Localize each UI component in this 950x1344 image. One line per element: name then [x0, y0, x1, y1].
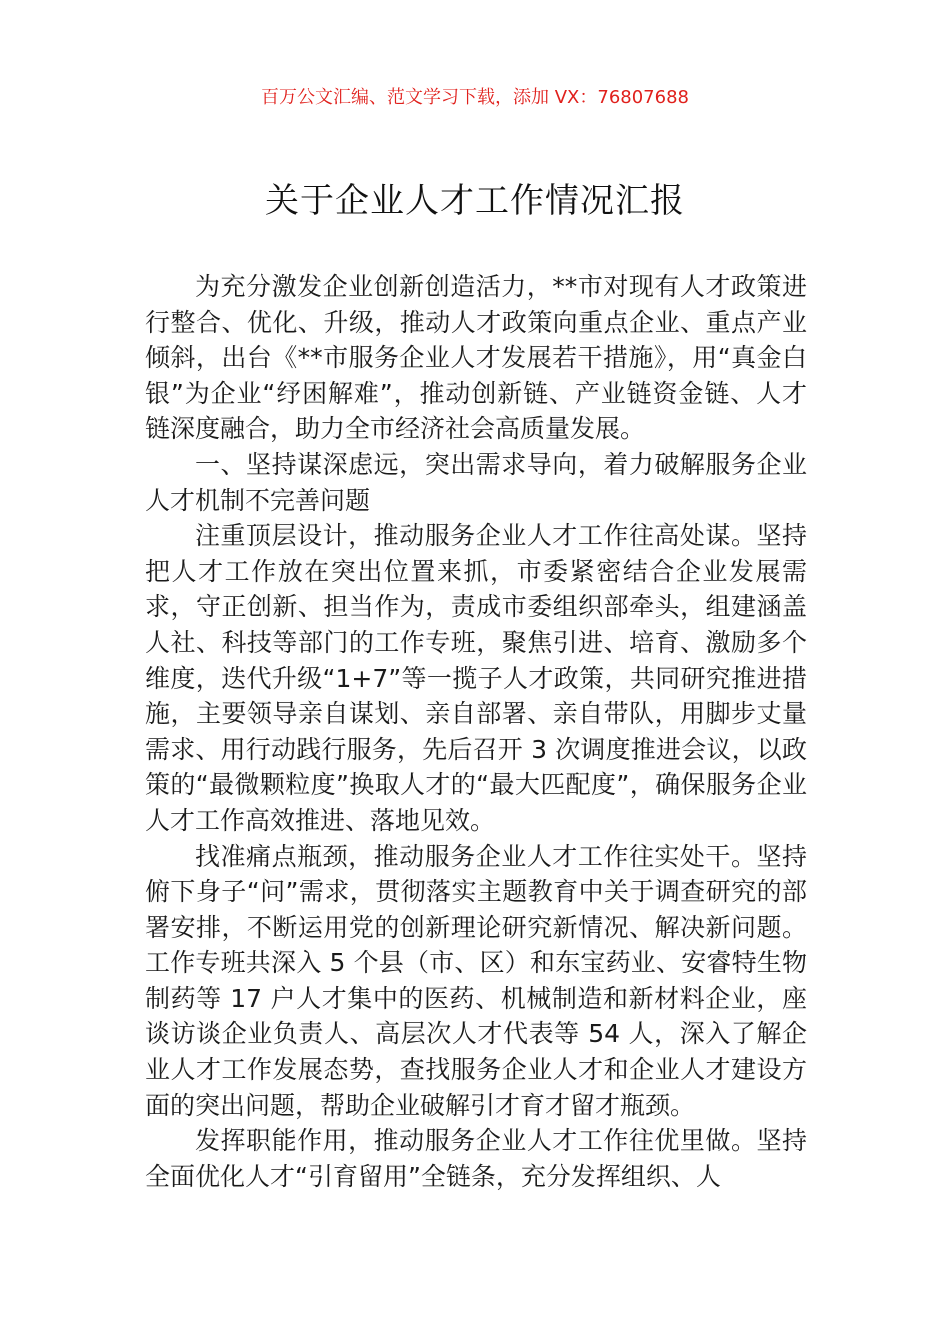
paragraph-functions: 发挥职能作用，推动服务企业人才工作往优里做。坚持全面优化人才“引育留用”全链条，充分发挥组织、人 [145, 1126, 807, 1191]
paragraph-top-design: 注重顶层设计，推动服务企业人才工作往高处谋。坚持把人才工作放在突出位置来抓，市委紧密结合企业发展需求，守正创新、担当作为，责成市委组织部牵头，组建涵盖人社、科技等部门的工作专班，聚焦引进、培育、激励多个维度，迭代升级“1+7”等一揽子人才政策，共同研究推进措施，主要领导亲自谋划、亲自部署、亲自带队，用脚步丈量需求、用行动践行服务，先后召开 3 次调度推进会议，以政策的“最微颗粒度”换取人才的“最大匹配度”，确保服务企业人才工作高效推进、落地见效。 [145, 521, 807, 835]
watermark-header: 百万公文汇编、范文学习下载，添加 VX：76807688 [261, 87, 689, 108]
document-body [145, 269, 807, 1194]
section-heading-1: 一、坚持谋深虑远，突出需求导向，着力破解服务企业人才机制不完善问题 [145, 449, 807, 515]
paragraph-pain-points: 找准痛点瓶颈，推动服务企业人才工作往实处干。坚持俯下身子“问”需求，贯彻落实主题教育中关于调查研究的部署安排，不断运用党的创新理论研究新情况、解决新问题。工作专班共深入 5 个县（市、区）和东宝药业、安睿特生物制药等 17 户人才集中的医药、机械制造和新材料企业，座谈访谈企业负责人、高层次人才代表等 54 人，深入了解企业人才工作发展态势，查找服务企业人才和企业人才建设方面的突出问题，帮助企业破解引才育才留才瓶颈。 [145, 841, 807, 1120]
document-title: 关于企业人才工作情况汇报 [265, 181, 685, 221]
paragraph-intro: 为充分激发企业创新创造活力，**市对现有人才政策进行整合、优化、升级，推动人才政策向重点企业、重点产业倾斜，出台《**市服务企业人才发展若干措施》，用“真金白银”为企业“纾困解难”，推动创新链、产业链资金链、人才链深度融合，助力全市经济社会高质量发展。 [145, 272, 807, 444]
